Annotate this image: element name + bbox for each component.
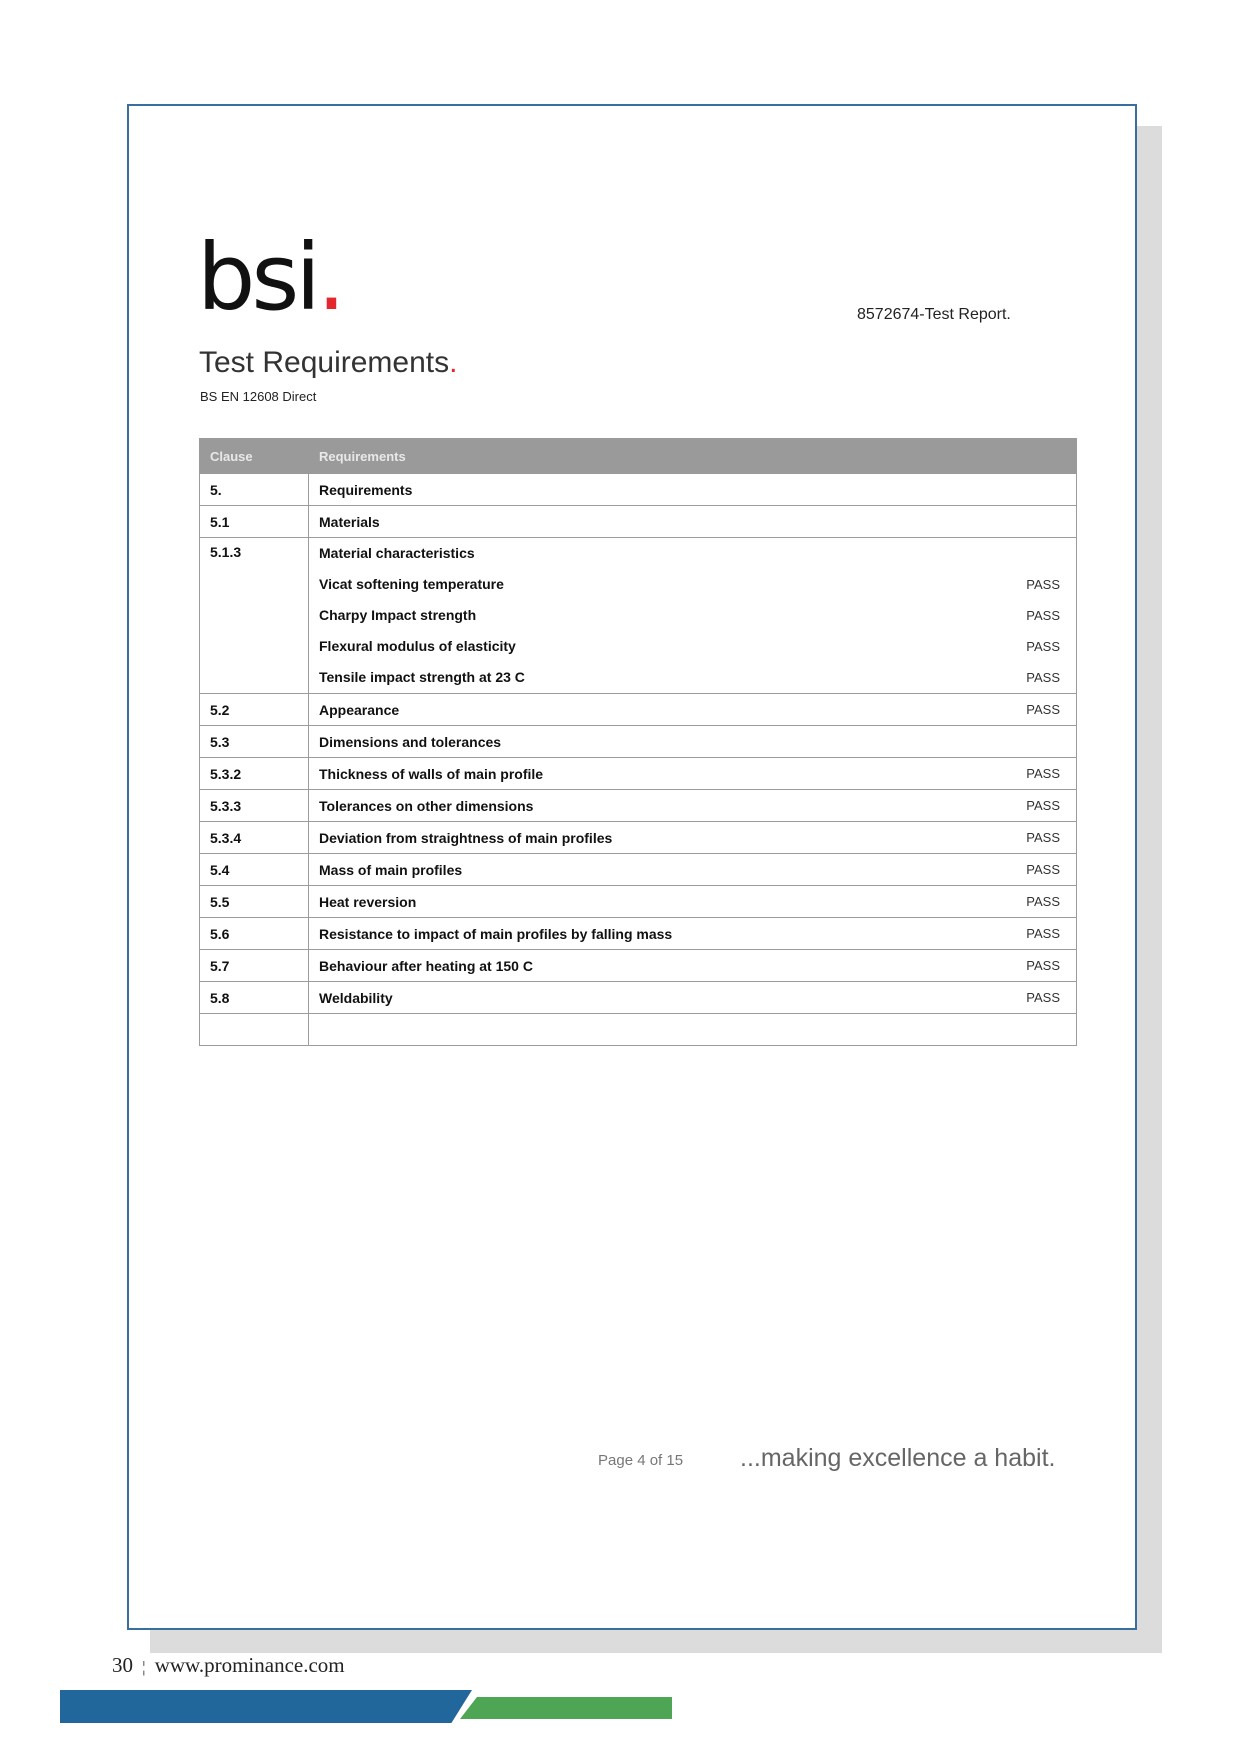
clause-cell: 5.8 (200, 982, 309, 1014)
clause-cell: 5.3.2 (200, 758, 309, 790)
result-badge: PASS (1026, 701, 1060, 717)
page-title: Test Requirements. (199, 346, 458, 379)
requirements-header: Requirements (309, 439, 1077, 474)
clause-cell: 5.1.3 (200, 538, 309, 694)
table-row (200, 726, 1077, 758)
requirement-cell: Behaviour after heating at 150 C PASS (309, 950, 1077, 982)
table-row (200, 982, 1077, 1014)
result-badge: PASS (1026, 893, 1060, 909)
table-row (200, 950, 1077, 982)
sub-requirement: Tensile impact strength at 23 C PASS (319, 662, 1066, 693)
footer-blue-bar (60, 1690, 472, 1723)
result-badge: PASS (1026, 925, 1060, 941)
result-badge: PASS (1026, 670, 1060, 685)
requirement-cell: Thickness of walls of main profile PASS (309, 758, 1077, 790)
clause-cell: 5.6 (200, 918, 309, 950)
requirement-cell (309, 538, 1077, 694)
table-row (200, 918, 1077, 950)
requirement-cell: Resistance to impact of main profiles by falling mass PASS (309, 918, 1077, 950)
sub-requirement: Flexural modulus of elasticity PASS (319, 631, 1066, 662)
clause-cell: 5.3.4 (200, 822, 309, 854)
requirements-table (199, 438, 1077, 1046)
bsi-logo: bsi. (197, 224, 343, 331)
footer-separator: ¦ (142, 1659, 146, 1676)
report-id: 8572674-Test Report. (857, 306, 1011, 323)
table-row (200, 538, 1077, 694)
sub-requirement: Vicat softening temperature PASS (319, 569, 1066, 600)
result-badge: PASS (1026, 608, 1060, 623)
requirement-cell: Appearance PASS (309, 694, 1077, 726)
clause-cell: 5.4 (200, 854, 309, 886)
table-row (200, 886, 1077, 918)
table-header-row (200, 439, 1077, 474)
requirement-cell: Materials (309, 506, 1077, 538)
footer-green-bar (460, 1697, 672, 1719)
clause-cell: 5.3 (200, 726, 309, 758)
sub-requirement: Charpy Impact strength PASS (319, 600, 1066, 631)
tagline: ...making excellence a habit. (740, 1444, 1056, 1472)
result-badge: PASS (1026, 577, 1060, 592)
result-badge: PASS (1026, 829, 1060, 845)
footer-page-number: 30 (112, 1653, 133, 1677)
requirement-cell: Requirements (309, 474, 1077, 506)
table-row (200, 474, 1077, 506)
table-row (200, 822, 1077, 854)
sub-requirement: Material characteristics (319, 545, 475, 561)
clause-cell: 5.2 (200, 694, 309, 726)
clause-cell: 5. (200, 474, 309, 506)
result-badge: PASS (1026, 989, 1060, 1005)
footer-website: www.prominance.com (154, 1653, 345, 1677)
requirement-cell: Weldability PASS (309, 982, 1077, 1014)
page-number: Page 4 of 15 (598, 1452, 684, 1469)
result-badge: PASS (1026, 765, 1060, 781)
table-row (200, 758, 1077, 790)
clause-cell (200, 1014, 309, 1046)
clause-cell: 5.7 (200, 950, 309, 982)
clause-cell: 5.1 (200, 506, 309, 538)
table-row (200, 506, 1077, 538)
result-badge: PASS (1026, 957, 1060, 973)
result-badge: PASS (1026, 861, 1060, 877)
table-row (200, 1014, 1077, 1046)
result-badge: PASS (1026, 639, 1060, 654)
table-row (200, 854, 1077, 886)
clause-header: Clause (200, 439, 309, 474)
requirement-cell: Deviation from straightness of main profiles PASS (309, 822, 1077, 854)
requirement-cell: Tolerances on other dimensions PASS (309, 790, 1077, 822)
table-row (200, 790, 1077, 822)
table-row (200, 694, 1077, 726)
requirement-cell: Dimensions and tolerances (309, 726, 1077, 758)
clause-cell: 5.5 (200, 886, 309, 918)
requirement-cell (309, 1014, 1077, 1046)
requirement-cell: Heat reversion PASS (309, 886, 1077, 918)
clause-cell: 5.3.3 (200, 790, 309, 822)
footer (112, 1653, 345, 1678)
requirement-cell: Mass of main profiles PASS (309, 854, 1077, 886)
page-subtitle: BS EN 12608 Direct (200, 389, 317, 404)
result-badge: PASS (1026, 797, 1060, 813)
